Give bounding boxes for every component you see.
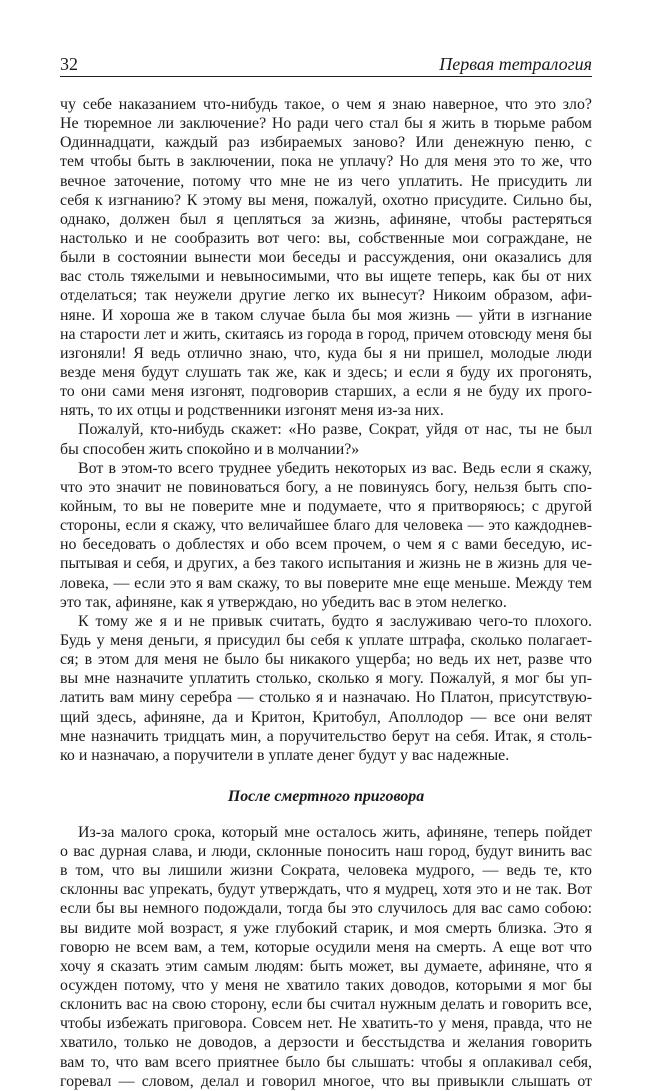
text-line: вечное заточение, потому что мне не из чего уплатить. Не присудить ли [60,172,592,190]
text-line: тем чтобы быть в заключении, пока не уплачу? Но для меня это то же, что [60,153,592,171]
text-line: себя к изгнанию? К этому вы меня, пожалуй, охотно присудите. Сильно бы, [60,191,592,209]
text-line: чу себе наказанием что-нибудь такое, о чем я знаю наверное, что это зло? [60,96,592,113]
text-line: но беседовать о доблестях и обо всем прочем, о чем я с вами беседую, ис- [60,536,592,554]
paragraph [60,612,592,765]
text-line: говорю не всем вам, а тем, которые осудили меня на смерть. А еще вот что [60,938,592,956]
text-line: Из-за малого срока, который мне осталось жить, афиняне, теперь пойдет [78,823,592,841]
text-line: чтобы избежать приговора. Совсем нет. Не хватить-то у меня, правда, что не [60,1015,592,1033]
text-line: Одиннадцати, каждый раз избираемых заново? Или денежную пеню, с [60,134,592,152]
text-line: вам то, что вам всего приятнее было бы слышать: чтобы я оплакивал себя, [60,1053,592,1071]
section-heading: После смертного приговора [227,787,425,805]
text-line: щий здесь, афиняне, да и Критон, Критобул, Аполлодор — все они велят [60,708,592,726]
text-line: вас столь тяжелыми и невыносимыми, что вы ищете теперь, как бы от них [60,268,592,286]
running-title: Первая тетралогия [439,54,592,74]
text-line: бы способен жить спокойно и в молчании?» [60,440,360,458]
text-line: отделаться; так неужели другие легко их вынесут? Никоим образом, афи- [60,287,592,305]
running-header [60,46,592,77]
text-line: на старости лет и жить, скитаясь из города в город, причем отовсюду меня бы [60,325,592,343]
text-line: изгоняли! Я ведь отлично знаю, что, куда бы я ни пришел, молодые люди [60,344,592,362]
text-line: то они сами меня изгонят, подговорив старших, а если я не буду их прого- [60,383,592,401]
text-line: Вот в этом-то всего труднее убедить некоторых из вас. Ведь если я скажу, [78,459,592,477]
text-line: вы видите мой возраст, я уже глубокий старик, и моя смерть близка. Это я [60,919,592,937]
text-line: К тому же я и не привык считать, будто я заслуживаю чего-то плохого. [78,612,592,630]
text-line: латить вам мину серебра — столько я и назначаю. Но Платон, присутствую- [60,689,592,707]
paragraph [60,95,592,420]
text-line: осужден потому, что у меня не хватило таких доводов, которыми я мог бы [60,977,592,995]
text-line: койным, то вы не поверите мне и подумаете, что я притворяюсь; с другой [60,497,592,515]
text-line: горевал — словом, делал и говорил многое, что вы привыкли слышать от [60,1072,592,1090]
text-line: ко и назначаю, а поручители в уплате денег будут у вас надежные. [60,746,510,764]
text-line: это так, афиняне, как я утверждаю, но убедить вас в этом нелегко. [60,593,507,611]
text-line: склонить вас на свою сторону, если бы считал нужным делать и говорить все, [60,996,592,1014]
text-line: ся; в этом для меня не было бы никакого ущерба; но ведь их нет, разве что [60,651,592,669]
text-line: ловека, — если это я вам скажу, то вы поверите мне еще меньше. Между тем [60,574,592,592]
text-line: однако, должен был я цепляться за жизнь, афиняне, чтобы растеряться [60,210,592,228]
paragraph [60,420,592,458]
text-line: вы мне назначите уплатить столько, сколько я могу. Пожалуй, я мог бы уп- [60,670,592,688]
text-block-after-section [60,823,592,1091]
text-line: няне. И хороша же в таком случае была бы моя жизнь — уйти в изгнание [60,306,592,324]
page-body [60,95,592,1091]
text-line: в том, что вы лишили жизни Сократа, человека мудрого, — ведь те, кто [60,862,592,880]
text-line: склонны вас упрекать, будут утверждать, что я мудрец, хотя это и не так. Вот [60,881,592,899]
paragraph [60,823,592,1091]
text-line: о вас дурная слава, и люди, склонные поносить наш город, будут винить вас [60,843,592,861]
text-line: мне назначить тридцать мин, а поручительство берут на себя. Итак, я столь- [60,727,592,745]
text-block-before-section [60,95,592,765]
text-line: везде меня будут слушать так же, как и здесь; и если я буду их прогонять, [60,363,592,381]
text-line: если бы вы немного подождали, тогда бы это случилось для вас само собою: [60,900,592,918]
text-line: Будь у меня деньги, я присудил бы себя к уплате штрафа, сколько полагает- [60,631,592,649]
paragraph [60,459,592,612]
text-line: хочу я сказать этим самым людям: быть может, вы думаете, афиняне, что я [60,957,592,975]
text-line: Не тюремное ли заключение? Но ради чего стал бы я жить в тюрьме рабом [60,115,592,133]
text-line: что это значит не повиноваться богу, а не повинуясь богу, нельзя быть спо- [60,478,592,496]
page-number: 32 [60,54,78,74]
text-line: хватило, только не доводов, а дерзости и бесстыдства и желания говорить [60,1034,592,1052]
text-line: нять, то их отцы и родственники изгонят меня из-за них. [60,402,444,420]
text-line: стороны, если я скажу, что величайшее благо для человека — это каждоднев- [60,517,592,535]
text-line: пытывая и себя, и других, а без такого испытания и жизнь не в жизнь для че- [60,555,592,573]
text-line: Пожалуй, кто-нибудь скажет: «Но разве, Сократ, уйдя от нас, ты не был [78,421,592,439]
text-line: были в состоянии вынести мои беседы и рассуждения, они оказались для [60,249,592,267]
text-line: настолько и не сообразить вот чего: вы, собственные мои сограждане, не [60,229,592,247]
